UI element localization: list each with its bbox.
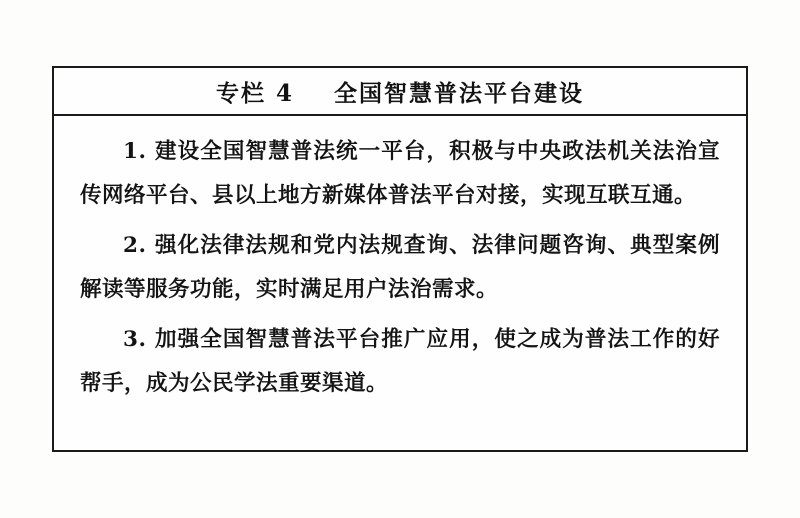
callout-paragraph-3: 3. 加强全国智慧普法平台推广应用，使之成为普法工作的好帮手，成为公民学法重要渠道。 (80, 327, 720, 396)
callout-box-header (54, 68, 746, 116)
callout-box (52, 66, 748, 452)
callout-paragraph-1: 1. 建设全国智慧普法统一平台，积极与中央政法机关法治宣传网络平台、县以上地方新媒体普法平台对接，实现互联互通。 (80, 139, 720, 208)
callout-box-body (54, 116, 746, 416)
callout-box-title: 专栏 4 全国智慧普法平台建设 (215, 79, 585, 107)
callout-paragraph-2: 2. 强化法律法规和党内法规查询、法律问题咨询、典型案例解读等服务功能，实时满足用户法治需求。 (80, 233, 720, 302)
